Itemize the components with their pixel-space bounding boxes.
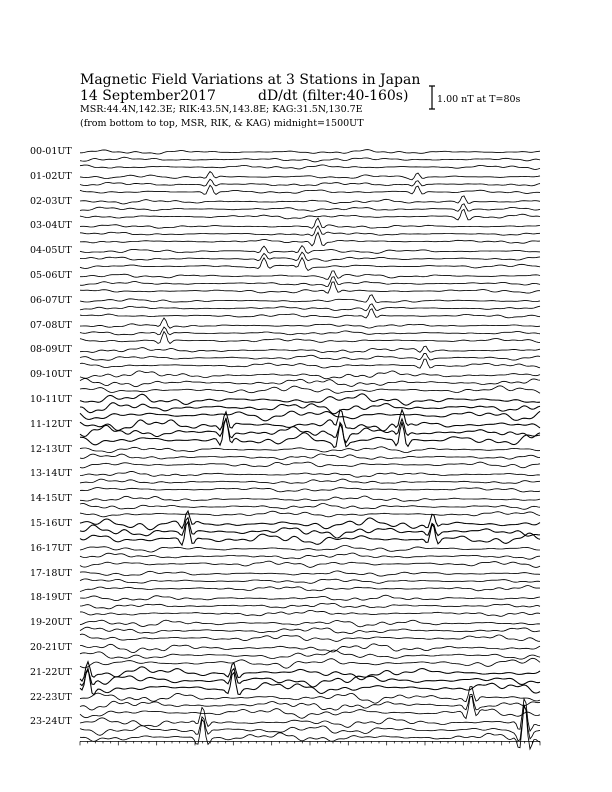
trace-msr — [80, 561, 540, 567]
hour-label: 11-12UT — [30, 418, 72, 430]
hour-row — [80, 271, 540, 293]
trace-kag — [80, 644, 540, 653]
hour-label: 23-24UT — [30, 716, 72, 728]
trace-rik — [80, 304, 540, 311]
hour-label: 17-18UT — [30, 567, 72, 579]
hour-row — [80, 662, 540, 695]
hour-row — [80, 595, 540, 616]
hour-row — [80, 571, 540, 592]
hour-label: 16-17UT — [30, 542, 72, 554]
time-axis — [80, 741, 540, 745]
hour-row — [80, 644, 540, 668]
trace-kag — [80, 295, 540, 303]
hour-label: 20-21UT — [30, 642, 72, 653]
hour-label: 09-10UT — [30, 369, 72, 381]
trace-kag — [80, 620, 540, 627]
hour-label: 21-22UT — [30, 666, 72, 678]
trace-rik — [80, 479, 540, 483]
trace-rik — [80, 157, 540, 162]
trace-kag — [80, 546, 540, 553]
hour-label: 19-20UT — [30, 617, 72, 629]
trace-rik — [80, 627, 540, 633]
hour-label: 18-19UT — [30, 592, 72, 604]
hour-label: 05-06UT — [30, 270, 72, 281]
hour-row — [80, 295, 540, 318]
trace-rik — [80, 518, 540, 538]
hour-row — [80, 246, 540, 271]
trace-rik — [80, 504, 540, 510]
hour-label: 01-02UT — [30, 170, 72, 182]
trace-rik — [80, 204, 540, 212]
trace-msr — [80, 309, 540, 318]
hour-row — [80, 620, 540, 641]
chart-title: Magnetic Field Variations at 3 Stations in Japan — [80, 72, 421, 88]
trace-kag — [80, 172, 540, 180]
trace-msr — [80, 386, 540, 394]
trace-kag — [80, 218, 540, 228]
trace-rik — [80, 277, 540, 287]
hour-label: 03-04UT — [30, 220, 72, 232]
trace-kag — [80, 699, 540, 731]
scale-label: 1.00 nT at T=80s — [437, 94, 521, 105]
trace-kag — [80, 150, 540, 154]
trace-msr — [80, 511, 540, 517]
hour-label: 14-15UT — [30, 493, 72, 505]
trace-msr — [80, 411, 540, 421]
stations-info: MSR:44.4N,142.3E; RIK:43.5N,143.8E; KAG:31.5N,130.7E — [80, 104, 363, 115]
scale-bar — [429, 86, 435, 109]
trace-rik — [80, 650, 540, 659]
hour-label: 12-13UT — [30, 443, 72, 455]
hour-label: 06-07UT — [30, 294, 72, 306]
hour-row — [80, 471, 540, 492]
trace-kag — [80, 447, 540, 453]
trace-rik — [80, 179, 540, 186]
hour-label: 10-11UT — [30, 394, 72, 405]
trace-kag — [80, 595, 540, 600]
hour-label: 07-08UT — [30, 319, 72, 331]
trace-kag — [80, 571, 540, 576]
trace-rik — [80, 454, 540, 460]
hour-row — [80, 447, 540, 468]
trace-kag — [80, 346, 540, 352]
trace-kag — [80, 496, 540, 501]
hour-label: 00-01UT — [30, 146, 72, 157]
hour-label: 13-14UT — [30, 468, 72, 480]
hour-row — [80, 172, 540, 195]
trace-rik — [80, 354, 540, 361]
trace-msr — [80, 359, 540, 368]
trace-msr — [80, 586, 540, 592]
trace-kag — [80, 471, 540, 477]
trace-msr — [80, 488, 540, 492]
hour-row — [80, 346, 540, 368]
hour-row — [80, 218, 540, 246]
hour-label: 04-05UT — [30, 245, 72, 257]
hour-label: 02-03UT — [30, 195, 72, 207]
chart-component: dD/dt (filter:40-160s) — [258, 88, 409, 104]
chart-date: 14 September2017 — [80, 88, 216, 104]
trace-kag — [80, 246, 540, 254]
trace-kag — [80, 196, 540, 204]
trace-rik — [80, 603, 540, 608]
hour-row — [80, 410, 540, 448]
trace-msr — [80, 610, 540, 616]
trace-msr — [80, 634, 540, 641]
trace-msr — [80, 185, 540, 194]
trace-rik — [80, 379, 540, 387]
hour-label: 15-16UT — [30, 518, 72, 529]
trace-msr — [80, 658, 540, 668]
trace-msr — [80, 462, 540, 468]
hour-row — [80, 496, 540, 517]
trace-rik — [80, 579, 540, 583]
hour-row — [80, 371, 540, 393]
hour-row — [80, 394, 540, 421]
hour-row — [80, 318, 540, 344]
trace-rik — [80, 553, 540, 559]
trace-kag — [80, 318, 540, 328]
hour-row — [80, 546, 540, 568]
hour-row — [80, 150, 540, 170]
hour-row — [80, 687, 540, 719]
order-info: (from bottom to top, MSR, RIK, & KAG) midnight=1500UT — [80, 118, 364, 129]
hour-row — [80, 699, 540, 749]
trace-rik — [80, 327, 540, 335]
trace-kag — [80, 271, 540, 279]
hour-row — [80, 511, 540, 545]
hour-row — [80, 196, 540, 220]
hour-label: 08-09UT — [30, 344, 72, 356]
hour-label: 22-23UT — [30, 691, 72, 703]
trace-kag — [80, 371, 540, 379]
trace-msr — [80, 165, 540, 170]
trace-rik — [80, 252, 540, 261]
